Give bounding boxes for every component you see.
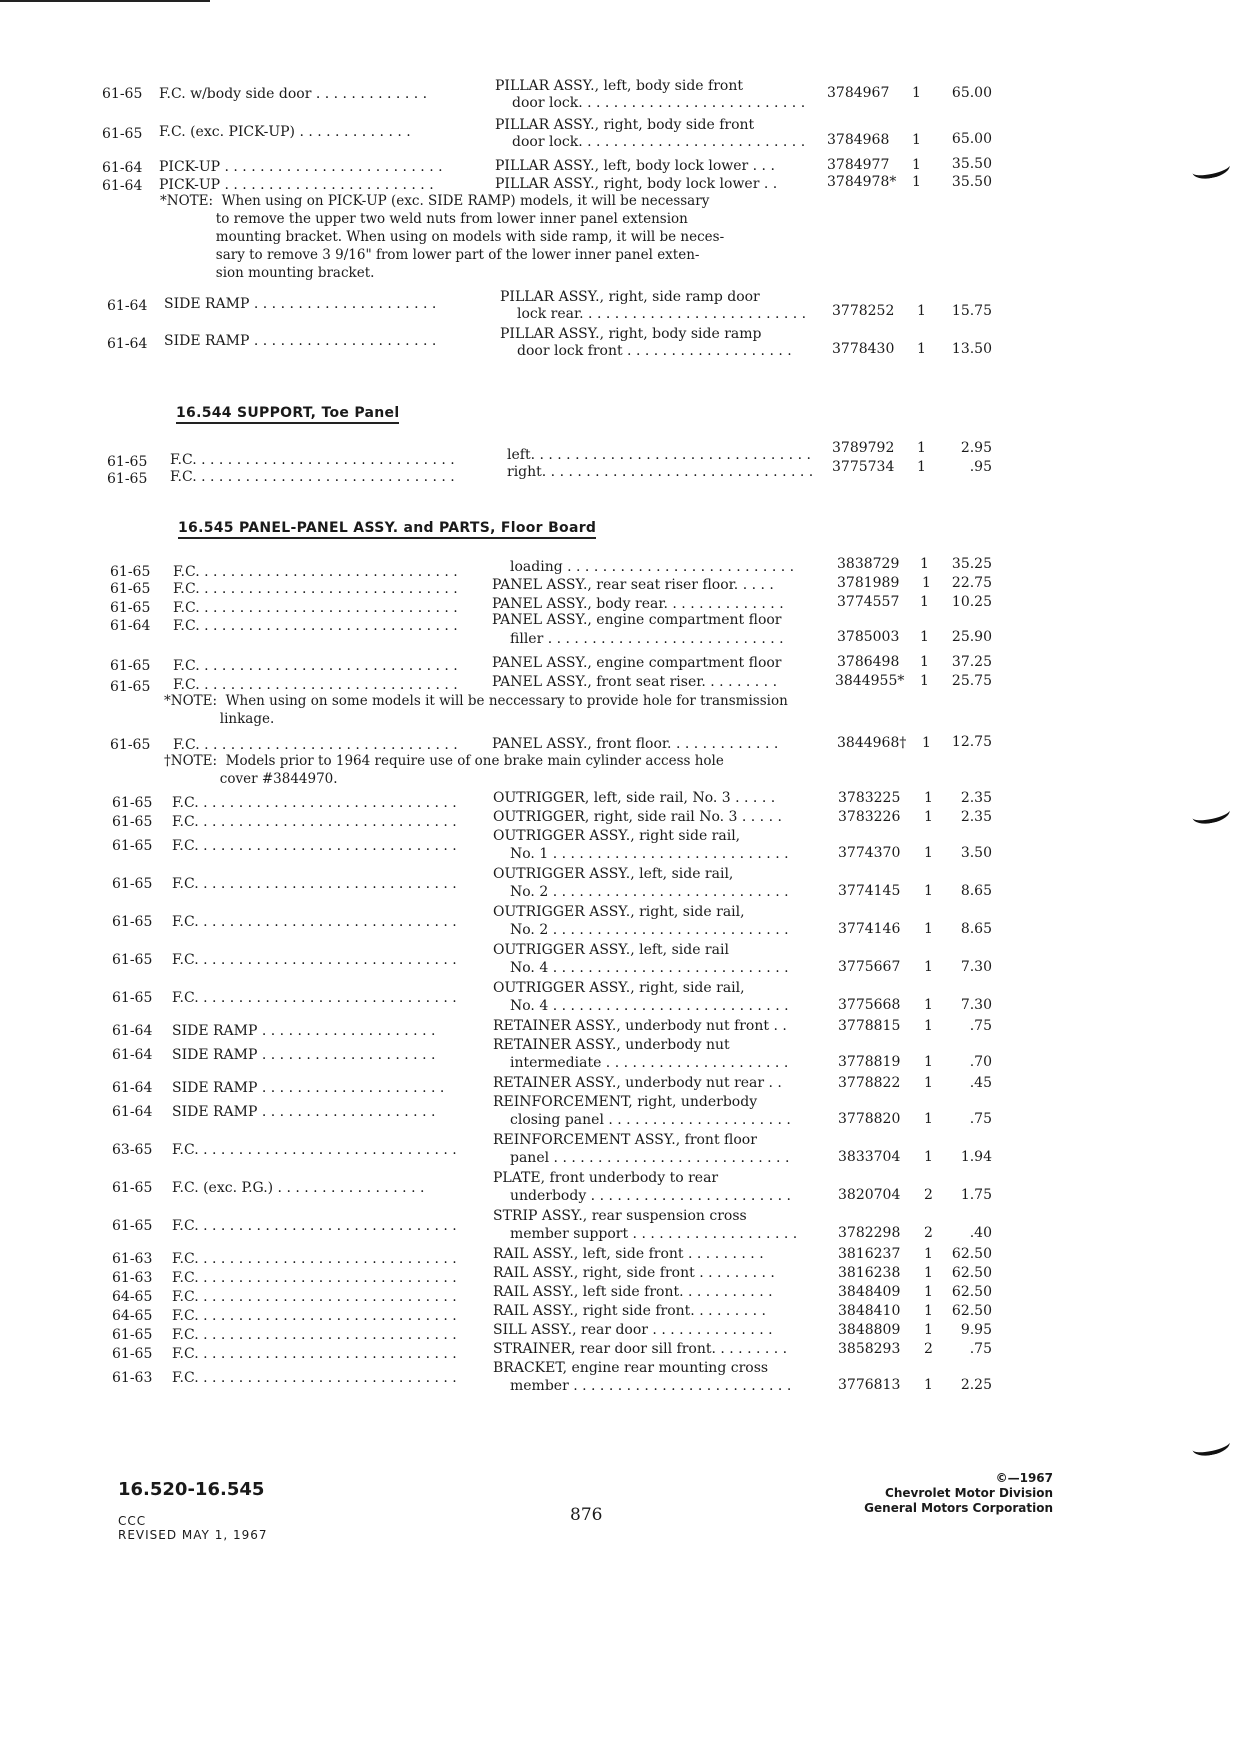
year-range: 61-65	[112, 952, 153, 968]
price: 65.00	[951, 85, 992, 101]
part-description: OUTRIGGER ASSY., right, side rail,	[493, 980, 745, 996]
footer-left	[118, 1479, 268, 1542]
price: 7.30	[960, 959, 992, 975]
quantity: 2	[924, 1187, 933, 1203]
part-number: 3858293	[838, 1341, 901, 1357]
scan-mark	[1191, 1433, 1232, 1459]
year-range: 61-65	[112, 876, 153, 892]
model-applicability: F.C. . . . . . . . . . . . . . . . . . . . . . . . . . . . . .	[172, 1251, 457, 1267]
scan-mark	[1191, 801, 1232, 827]
year-range: 61-64	[112, 1023, 153, 1039]
section-range: 16.520-16.545	[118, 1479, 265, 1500]
price: 2.35	[960, 790, 992, 806]
price: 1.94	[960, 1149, 992, 1165]
quantity: 1	[920, 673, 929, 689]
year-range: 61-65	[112, 914, 153, 930]
part-number: 3776813	[838, 1377, 901, 1393]
part-description: BRACKET, engine rear mounting cross	[493, 1360, 769, 1376]
price: 2.25	[960, 1377, 992, 1393]
footnote: *NOTE: When using on some models it will be neccessary to provide hole for transmission linkage.	[164, 693, 788, 727]
year-range: 64-65	[112, 1289, 153, 1305]
part-number: 3848809	[838, 1322, 901, 1338]
part-description-cont: No. 2 . . . . . . . . . . . . . . . . . . . . . . . . . . .	[510, 922, 789, 938]
model-applicability: F.C. . . . . . . . . . . . . . . . . . . . . . . . . . . . . .	[173, 618, 458, 634]
quantity: 1	[912, 157, 921, 173]
part-description: RETAINER ASSY., underbody nut rear . .	[493, 1075, 782, 1091]
model-applicability: F.C. . . . . . . . . . . . . . . . . . . . . . . . . . . . . .	[172, 1289, 457, 1305]
part-description: PILLAR ASSY., left, body lock lower . . .	[495, 158, 775, 174]
price: 62.50	[951, 1246, 992, 1262]
price: .95	[969, 459, 992, 475]
part-description-cont: intermediate . . . . . . . . . . . . . . . . . . . . .	[510, 1055, 789, 1071]
part-number: 3783226	[838, 809, 901, 825]
year-range: 61-65	[112, 990, 153, 1006]
part-number: 3778252	[832, 303, 895, 319]
model-applicability: F.C. . . . . . . . . . . . . . . . . . . . . . . . . . . . . .	[172, 876, 457, 892]
quantity: 1	[917, 303, 926, 319]
price: 35.25	[951, 556, 992, 572]
quantity: 1	[924, 809, 933, 825]
part-number: 3784977	[827, 157, 890, 173]
model-applicability: SIDE RAMP . . . . . . . . . . . . . . . . . . . .	[172, 1104, 436, 1120]
table-row	[107, 289, 992, 326]
model-applicability: F.C. . . . . . . . . . . . . . . . . . . . . . . . . . . . . .	[172, 1270, 457, 1286]
part-description-cont: door lock. . . . . . . . . . . . . . . . . . . . . . . . . .	[512, 95, 806, 111]
part-number: 3784967	[827, 85, 890, 101]
price: 2.35	[960, 809, 992, 825]
part-description: RETAINER ASSY., underbody nut front . .	[493, 1018, 787, 1034]
price: 35.50	[951, 156, 992, 172]
part-number: 3774370	[838, 845, 901, 861]
quantity: 1	[924, 959, 933, 975]
part-number: 3784968	[827, 132, 890, 148]
part-description: OUTRIGGER, left, side rail, No. 3 . . . . .	[493, 790, 776, 806]
section-title: 16.544 SUPPORT, Toe Panel	[176, 405, 399, 424]
quantity: 1	[924, 790, 933, 806]
part-description: PILLAR ASSY., right, body side ramp	[500, 326, 762, 342]
model-applicability: SIDE RAMP . . . . . . . . . . . . . . . . . . . .	[172, 1047, 436, 1063]
part-number: 3789792	[832, 440, 895, 456]
table-row	[102, 117, 992, 151]
part-number: 3784978*	[827, 174, 897, 190]
part-number: 3774557	[837, 594, 900, 610]
publisher-block	[864, 1471, 1053, 1516]
price: .45	[969, 1075, 992, 1091]
quantity: 1	[912, 174, 921, 190]
part-description: REINFORCEMENT ASSY., front floor	[493, 1132, 757, 1148]
model-applicability: F.C. . . . . . . . . . . . . . . . . . . . . . . . . . . . . .	[172, 1370, 457, 1386]
part-description: RAIL ASSY., right side front. . . . . . . . .	[493, 1303, 766, 1319]
year-range: 61-63	[112, 1251, 153, 1267]
footnote: *NOTE: When using on PICK-UP (exc. SIDE RAMP) models, it will be necessary to remove the upper two weld nuts from lower inner panel extension mounting bracket. When using on models with side ramp, it will be neces- sary to remove 3 9/16" from lower part of the lower inner panel exten- sion mounting bracket.	[160, 193, 725, 281]
price: 3.50	[960, 845, 992, 861]
year-range: 61-65	[112, 814, 153, 830]
part-description: PANEL ASSY., body rear. . . . . . . . . . . . . .	[492, 596, 784, 612]
part-description: OUTRIGGER ASSY., left, side rail	[493, 942, 729, 958]
part-description-cont: door lock. . . . . . . . . . . . . . . . . . . . . . . . . .	[512, 134, 806, 150]
table-row	[107, 326, 992, 364]
year-range: 61-64	[107, 336, 148, 352]
model-applicability: F.C. . . . . . . . . . . . . . . . . . . . . . . . . . . . . .	[172, 814, 457, 830]
price: .75	[969, 1111, 992, 1127]
model-applicability: F.C. . . . . . . . . . . . . . . . . . . . . . . . . . . . . .	[173, 658, 458, 674]
quantity: 1	[922, 735, 931, 751]
year-range: 61-65	[112, 1346, 153, 1362]
year-range: 61-64	[102, 178, 143, 194]
part-number: 3778430	[832, 341, 895, 357]
part-description: STRIP ASSY., rear suspension cross	[493, 1208, 747, 1224]
price: 1.75	[960, 1187, 992, 1203]
part-description-cont: underbody . . . . . . . . . . . . . . . . . . . . . . .	[510, 1188, 791, 1204]
quantity: 1	[924, 883, 933, 899]
quantity: 1	[917, 341, 926, 357]
year-range: 61-65	[110, 581, 151, 597]
price: 35.50	[951, 174, 992, 190]
year-range: 61-64	[102, 160, 143, 176]
quantity: 1	[912, 132, 921, 148]
part-description-cont: No. 4 . . . . . . . . . . . . . . . . . . . . . . . . . . .	[510, 960, 789, 976]
part-description: OUTRIGGER, right, side rail No. 3 . . . . .	[493, 809, 782, 825]
price: 12.75	[951, 734, 992, 750]
part-description: PANEL ASSY., front seat riser. . . . . . . . .	[492, 674, 778, 690]
price: .75	[969, 1018, 992, 1034]
price: 9.95	[960, 1322, 992, 1338]
part-number: 3833704	[838, 1149, 901, 1165]
price: .75	[969, 1341, 992, 1357]
price: 22.75	[951, 575, 992, 591]
part-description: OUTRIGGER ASSY., right, side rail,	[493, 904, 745, 920]
part-description-cont: lock rear. . . . . . . . . . . . . . . . . . . . . . . . . .	[517, 306, 807, 322]
part-description-cont: No. 1 . . . . . . . . . . . . . . . . . . . . . . . . . . .	[510, 846, 789, 862]
price: 37.25	[951, 654, 992, 670]
part-number: 3781989	[837, 575, 900, 591]
year-range: 61-65	[107, 454, 148, 470]
model-applicability: SIDE RAMP . . . . . . . . . . . . . . . . . . . . .	[164, 333, 437, 349]
footnote: †NOTE: Models prior to 1964 require use of one brake main cylinder access hole cover #3844970.	[164, 753, 724, 787]
part-description: RAIL ASSY., left side front. . . . . . . . . . .	[493, 1284, 773, 1300]
part-number: 3844968†	[837, 735, 907, 751]
year-range: 61-65	[107, 471, 148, 487]
year-range: 61-63	[112, 1270, 153, 1286]
model-applicability: F.C. . . . . . . . . . . . . . . . . . . . . . . . . . . . . .	[172, 914, 457, 930]
model-applicability: F.C. . . . . . . . . . . . . . . . . . . . . . . . . . . . . .	[170, 469, 455, 485]
part-description: SILL ASSY., rear door . . . . . . . . . . . . . .	[493, 1322, 773, 1338]
price: 65.00	[951, 131, 992, 147]
part-description-cont: filler . . . . . . . . . . . . . . . . . . . . . . . . . . .	[510, 631, 784, 647]
quantity: 1	[924, 1246, 933, 1262]
part-description: RAIL ASSY., left, side front . . . . . . . . .	[493, 1246, 764, 1262]
year-range: 61-64	[112, 1047, 153, 1063]
model-applicability: F.C. . . . . . . . . . . . . . . . . . . . . . . . . . . . . .	[172, 795, 457, 811]
part-description-cont: No. 4 . . . . . . . . . . . . . . . . . . . . . . . . . . .	[510, 998, 789, 1014]
part-description: left. . . . . . . . . . . . . . . . . . . . . . . . . . . . . . . .	[507, 447, 811, 463]
year-range: 61-64	[110, 618, 151, 634]
table-row	[102, 80, 992, 114]
part-description: PANEL ASSY., front floor. . . . . . . . . . . . .	[492, 736, 779, 752]
quantity: 1	[924, 1075, 933, 1091]
model-applicability: F.C. . . . . . . . . . . . . . . . . . . . . . . . . . . . . .	[172, 1218, 457, 1234]
part-description: PILLAR ASSY., right, body side front	[495, 117, 755, 133]
part-number: 3844955*	[835, 673, 905, 689]
quantity: 1	[912, 85, 921, 101]
price: .40	[969, 1225, 992, 1241]
model-applicability: F.C. . . . . . . . . . . . . . . . . . . . . . . . . . . . . .	[173, 677, 458, 693]
year-range: 64-65	[112, 1308, 153, 1324]
quantity: 1	[924, 1018, 933, 1034]
part-number: 3816238	[838, 1265, 901, 1281]
quantity: 1	[922, 575, 931, 591]
part-description: REINFORCEMENT, right, underbody	[493, 1094, 758, 1110]
scan-mark	[1191, 156, 1232, 182]
price: 62.50	[951, 1265, 992, 1281]
price: 62.50	[951, 1284, 992, 1300]
quantity: 1	[924, 1322, 933, 1338]
part-description: PLATE, front underbody to rear	[493, 1170, 719, 1186]
year-range: 61-65	[112, 1327, 153, 1343]
price: 25.75	[951, 673, 992, 689]
part-description-cont: member support . . . . . . . . . . . . . . . . . . .	[510, 1226, 798, 1242]
table-row	[102, 152, 992, 176]
part-number: 3848410	[838, 1303, 901, 1319]
year-range: 61-65	[110, 737, 151, 753]
table-row	[110, 730, 992, 753]
quantity: 2	[924, 1341, 933, 1357]
division-name: Chevrolet Motor Division	[885, 1486, 1053, 1500]
part-number: 3775667	[838, 959, 901, 975]
price: .70	[969, 1054, 992, 1070]
quantity: 1	[924, 1284, 933, 1300]
part-number: 3838729	[837, 556, 900, 572]
price: 15.75	[951, 303, 992, 319]
page-number: 876	[570, 1505, 603, 1525]
model-applicability: F.C. . . . . . . . . . . . . . . . . . . . . . . . . . . . . .	[172, 838, 457, 854]
model-applicability: F.C. . . . . . . . . . . . . . . . . . . . . . . . . . . . . .	[172, 1142, 457, 1158]
price: 10.25	[951, 594, 992, 610]
part-number: 3778819	[838, 1054, 901, 1070]
model-applicability: F.C. . . . . . . . . . . . . . . . . . . . . . . . . . . . . .	[173, 600, 458, 616]
part-number: 3774145	[838, 883, 901, 899]
part-number: 3778815	[838, 1018, 901, 1034]
model-applicability: SIDE RAMP . . . . . . . . . . . . . . . . . . . . .	[172, 1080, 445, 1096]
quantity: 1	[924, 1054, 933, 1070]
year-range: 61-64	[112, 1080, 153, 1096]
quantity: 1	[924, 921, 933, 937]
part-description: PILLAR ASSY., right, side ramp door	[500, 289, 760, 305]
price: 8.65	[960, 883, 992, 899]
quantity: 1	[924, 845, 933, 861]
model-applicability: F.C. . . . . . . . . . . . . . . . . . . . . . . . . . . . . .	[172, 952, 457, 968]
model-applicability: F.C. . . . . . . . . . . . . . . . . . . . . . . . . . . . . .	[172, 1308, 457, 1324]
year-range: 61-65	[112, 838, 153, 854]
revision-date: REVISED MAY 1, 1967	[118, 1528, 268, 1542]
model-applicability: F.C. . . . . . . . . . . . . . . . . . . . . . . . . . . . . .	[173, 737, 458, 753]
year-range: 61-65	[102, 126, 143, 142]
corporation-name: General Motors Corporation	[864, 1501, 1053, 1515]
part-number: 3774146	[838, 921, 901, 937]
quantity: 1	[924, 1111, 933, 1127]
part-description-cont: No. 2 . . . . . . . . . . . . . . . . . . . . . . . . . . .	[510, 884, 789, 900]
part-description: STRAINER, rear door sill front. . . . . . . . .	[493, 1341, 788, 1357]
part-number: 3820704	[838, 1187, 901, 1203]
part-description-cont: door lock front . . . . . . . . . . . . . . . . . . .	[517, 343, 792, 359]
catalog-code: CCC	[118, 1514, 147, 1528]
year-range: 61-65	[110, 600, 151, 616]
part-number: 3783225	[838, 790, 901, 806]
model-applicability: F.C. . . . . . . . . . . . . . . . . . . . . . . . . . . . . .	[170, 452, 455, 468]
part-description: right. . . . . . . . . . . . . . . . . . . . . . . . . . . . . . .	[507, 464, 814, 480]
year-range: 61-65	[112, 1218, 153, 1234]
copyright: ©—1967	[995, 1471, 1053, 1485]
model-applicability: F.C. (exc. PICK-UP) . . . . . . . . . . . . .	[159, 124, 411, 140]
quantity: 1	[924, 1303, 933, 1319]
quantity: 1	[917, 459, 926, 475]
year-range: 61-64	[107, 298, 148, 314]
part-description: PILLAR ASSY., left, body side front	[495, 78, 743, 94]
model-applicability: F.C. . . . . . . . . . . . . . . . . . . . . . . . . . . . . .	[173, 564, 458, 580]
model-applicability: F.C. . . . . . . . . . . . . . . . . . . . . . . . . . . . . .	[172, 1327, 457, 1343]
model-applicability: F.C. . . . . . . . . . . . . . . . . . . . . . . . . . . . . .	[172, 990, 457, 1006]
year-range: 61-65	[102, 86, 143, 102]
quantity: 1	[920, 594, 929, 610]
model-applicability: PICK-UP . . . . . . . . . . . . . . . . . . . . . . . . .	[159, 159, 443, 175]
part-description: PILLAR ASSY., right, body lock lower . .	[495, 176, 778, 192]
price: 2.95	[960, 440, 992, 456]
model-applicability: F.C. . . . . . . . . . . . . . . . . . . . . . . . . . . . . .	[173, 581, 458, 597]
price: 7.30	[960, 997, 992, 1013]
part-description-cont: loading . . . . . . . . . . . . . . . . . . . . . . . . . .	[510, 559, 795, 575]
quantity: 1	[920, 556, 929, 572]
part-description: PANEL ASSY., engine compartment floor	[492, 655, 782, 671]
year-range: 61-63	[112, 1370, 153, 1386]
part-number: 3782298	[838, 1225, 901, 1241]
year-range: 63-65	[112, 1142, 153, 1158]
quantity: 1	[924, 1265, 933, 1281]
quantity: 1	[920, 654, 929, 670]
top-rule	[0, 0, 210, 2]
part-description: PANEL ASSY., engine compartment floor	[492, 612, 782, 628]
part-number: 3786498	[837, 654, 900, 670]
year-range: 61-65	[112, 795, 153, 811]
model-applicability: F.C. w/body side door . . . . . . . . . . . . .	[159, 86, 428, 102]
part-description-cont: member . . . . . . . . . . . . . . . . . . . . . . . . .	[510, 1378, 792, 1394]
part-description: PANEL ASSY., rear seat riser floor. . . . .	[492, 577, 774, 593]
part-number: 3778822	[838, 1075, 901, 1091]
part-number: 3816237	[838, 1246, 901, 1262]
part-number: 3785003	[837, 629, 900, 645]
part-description: RETAINER ASSY., underbody nut	[493, 1037, 730, 1053]
part-number: 3775668	[838, 997, 901, 1013]
part-number: 3848409	[838, 1284, 901, 1300]
table-row	[107, 459, 992, 487]
part-description-cont: closing panel . . . . . . . . . . . . . . . . . . . . .	[510, 1112, 791, 1128]
table-row	[102, 170, 992, 194]
part-description: RAIL ASSY., right, side front . . . . . . . . .	[493, 1265, 775, 1281]
year-range: 61-65	[110, 658, 151, 674]
quantity: 1	[924, 997, 933, 1013]
year-range: 61-65	[112, 1180, 153, 1196]
model-applicability: PICK-UP . . . . . . . . . . . . . . . . . . . . . . . .	[159, 177, 434, 193]
year-range: 61-65	[110, 564, 151, 580]
year-range: 61-65	[110, 679, 151, 695]
model-applicability: F.C. . . . . . . . . . . . . . . . . . . . . . . . . . . . . .	[172, 1346, 457, 1362]
year-range: 61-64	[112, 1104, 153, 1120]
part-description: OUTRIGGER ASSY., left, side rail,	[493, 866, 734, 882]
model-applicability: SIDE RAMP . . . . . . . . . . . . . . . . . . . .	[172, 1023, 436, 1039]
model-applicability: F.C. (exc. P.G.) . . . . . . . . . . . . . . . . .	[172, 1180, 425, 1196]
part-number: 3775734	[832, 459, 895, 475]
price: 62.50	[951, 1303, 992, 1319]
price: 13.50	[951, 341, 992, 357]
quantity: 2	[924, 1225, 933, 1241]
price: 25.90	[951, 629, 992, 645]
model-applicability: SIDE RAMP . . . . . . . . . . . . . . . . . . . . .	[164, 296, 437, 312]
part-description-cont: panel . . . . . . . . . . . . . . . . . . . . . . . . . . .	[510, 1150, 790, 1166]
price: 8.65	[960, 921, 992, 937]
quantity: 1	[920, 629, 929, 645]
quantity: 1	[924, 1149, 933, 1165]
quantity: 1	[924, 1377, 933, 1393]
quantity: 1	[917, 440, 926, 456]
part-number: 3778820	[838, 1111, 901, 1127]
section-title: 16.545 PANEL-PANEL ASSY. and PARTS, Floor Board	[178, 520, 596, 539]
part-description: OUTRIGGER ASSY., right side rail,	[493, 828, 741, 844]
